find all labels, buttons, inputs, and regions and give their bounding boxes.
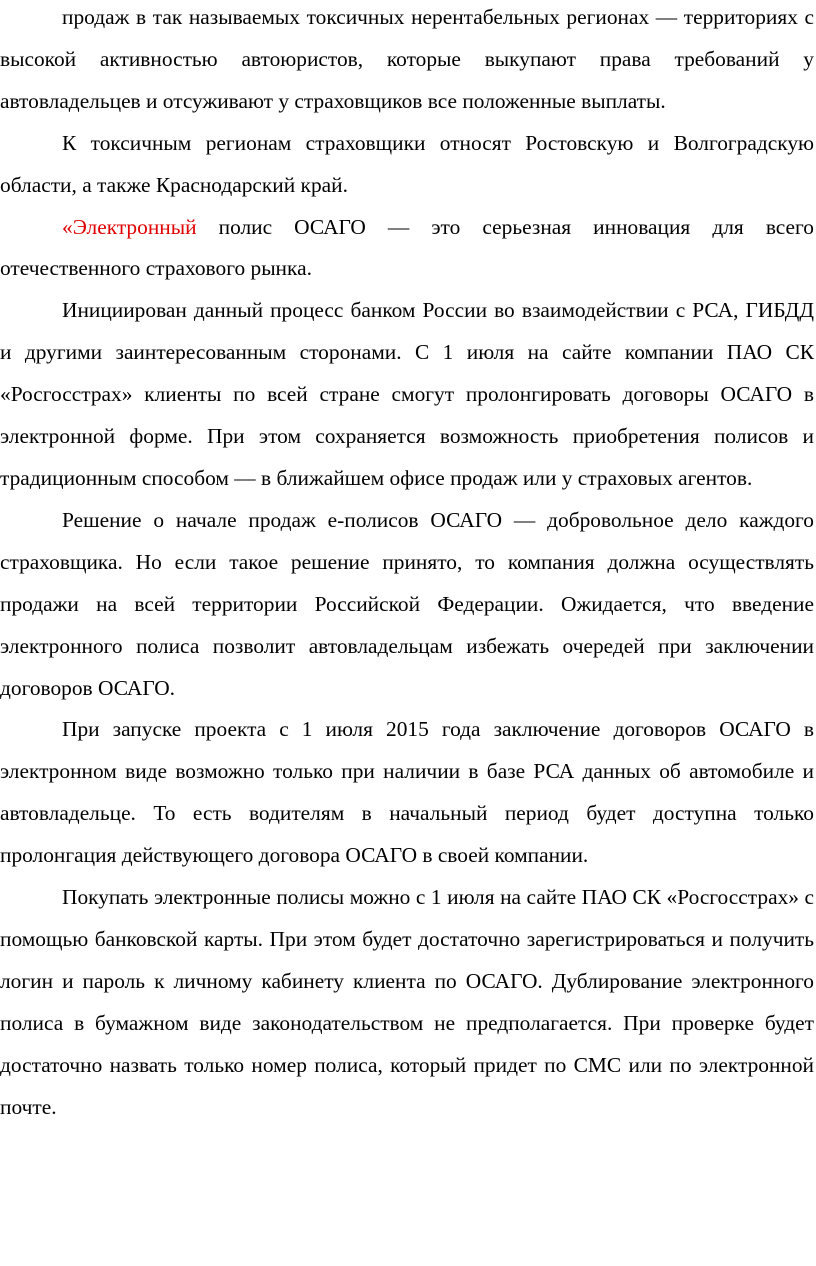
paragraph-how-to-buy: [0, 877, 814, 1128]
paragraph-text: К токсичным регионам страховщики относят Ростовскую и Волгоградскую области, а также Краснодарский край.: [0, 130, 814, 197]
paragraph-sales-decision: [0, 500, 814, 710]
paragraph-text: При запуске проекта с 1 июля 2015 года заключение договоров ОСАГО в электронном виде возможно только при наличии в базе РСА данных об автомобиле и автовладельце. То есть водителям в начальный период будет доступна только пролонгация действующего договора ОСАГО в своей компании.: [0, 717, 814, 868]
paragraph-text: полис ОСАГО — это серьезная инновация для всего отечественного страхового рынка.: [0, 214, 814, 281]
paragraph-toxic-regions-list: [0, 123, 814, 207]
highlighted-word: «Электронный: [62, 214, 197, 239]
paragraph-project-launch: [0, 709, 814, 877]
paragraph-text: продаж в так называемых токсичных нерентабельных регионах — территориях с высокой активностью автоюристов, которые выкупают права требований у автовладельцев и отсуживают у страховщиков все положенные выплаты.: [0, 5, 814, 113]
paragraph-electronic-policy-innovation: [0, 207, 814, 291]
paragraph-text: Покупать электронные полисы можно с 1 июля на сайте ПАО СК «Росгосстрах» с помощью банковской карты. При этом будет достаточно зарегистрироваться и получить логин и пароль к личному кабинету клиента по ОСАГО. Дублирование электронного полиса в бумажном виде законодательством не предполагается. При проверке будет достаточно назвать только номер полиса, который придет по СМС или по электронной почте.: [0, 885, 814, 1119]
paragraph-toxic-regions-sales: [0, 0, 814, 123]
paragraph-initiative: [0, 290, 814, 500]
paragraph-text: Решение о начале продаж е-полисов ОСАГО — добровольное дело каждого страховщика. Но если такое решение принято, то компания должна осуществлять продажи на всей территории Российской Федерации. Ожидается, что введение электронного полиса позволит автовладельцам избежать очередей при заключении договоров ОСАГО.: [0, 507, 814, 700]
paragraph-text: Инициирован данный процесс банком России во взаимодействии с РСА, ГИБДД и другими заинтересованным сторонами. С 1 июля на сайте компании ПАО СК «Росгосстрах» клиенты по всей стране смогут пролонгировать договоры ОСАГО в электронной форме. При этом сохраняется возможность приобретения полисов и традиционным способом — в ближайшем офисе продаж или у страховых агентов.: [0, 298, 814, 490]
